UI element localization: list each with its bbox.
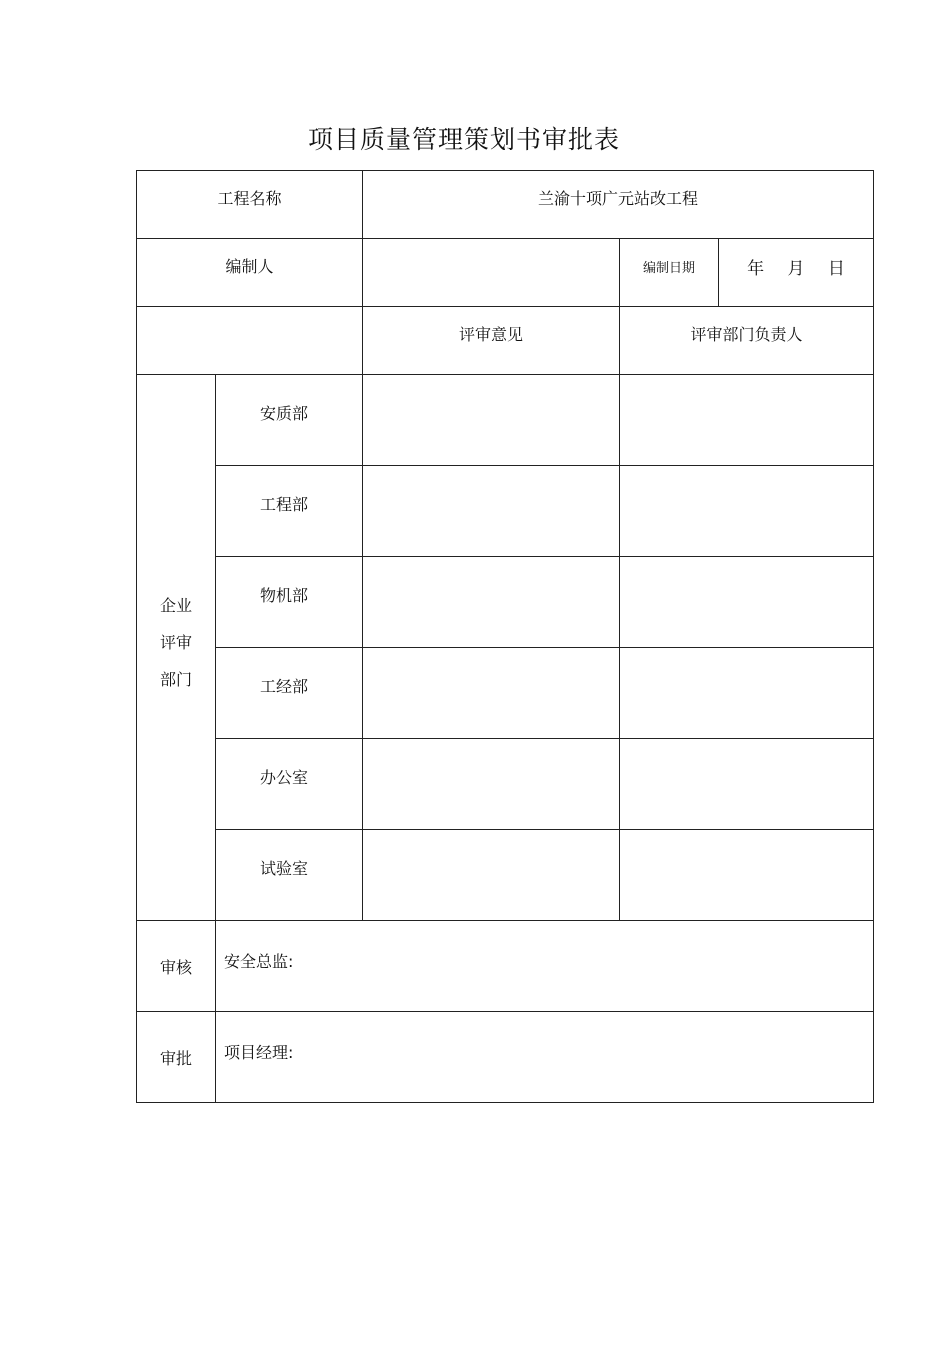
review-header-blank xyxy=(137,307,363,375)
department-row xyxy=(137,375,874,466)
author-label: 编制人 xyxy=(137,239,363,307)
department-responsible-cell[interactable] xyxy=(620,648,874,739)
review-opinion-header: 评审意见 xyxy=(363,307,620,375)
department-responsible-cell[interactable] xyxy=(620,466,874,557)
date-label: 编制日期 xyxy=(620,239,719,307)
department-name: 安质部 xyxy=(216,375,363,466)
approval-row xyxy=(137,1012,874,1103)
project-name-value[interactable]: 兰渝十项广元站改工程 xyxy=(363,171,874,239)
date-value[interactable]: 年 月 日 xyxy=(719,239,874,307)
project-name-row xyxy=(137,171,874,239)
department-row xyxy=(137,739,874,830)
department-name: 办公室 xyxy=(216,739,363,830)
department-opinion-cell[interactable] xyxy=(363,648,620,739)
department-opinion-cell[interactable] xyxy=(363,375,620,466)
project-name-label: 工程名称 xyxy=(137,171,363,239)
approval-signer-field[interactable]: 项目经理: xyxy=(216,1012,874,1103)
review-header-row xyxy=(137,307,874,375)
department-responsible-cell[interactable] xyxy=(620,739,874,830)
department-opinion-cell[interactable] xyxy=(363,466,620,557)
enterprise-review-label xyxy=(137,375,216,921)
department-opinion-cell[interactable] xyxy=(363,830,620,921)
enterprise-label-line: 评审 xyxy=(159,633,192,652)
author-value[interactable] xyxy=(363,239,620,307)
department-row xyxy=(137,466,874,557)
approval-label: 审批 xyxy=(137,1012,216,1103)
department-opinion-cell[interactable] xyxy=(363,739,620,830)
department-responsible-cell[interactable] xyxy=(620,557,874,648)
department-responsible-cell[interactable] xyxy=(620,375,874,466)
department-row xyxy=(137,830,874,921)
audit-signer-field[interactable]: 安全总监: xyxy=(216,921,874,1012)
department-name: 物机部 xyxy=(216,557,363,648)
author-row xyxy=(137,239,874,307)
approval-form-table xyxy=(136,170,874,1103)
audit-row xyxy=(137,921,874,1012)
page-title: 项目质量管理策划书审批表 xyxy=(307,125,620,154)
enterprise-label-line: 部门 xyxy=(159,670,192,689)
department-row xyxy=(137,648,874,739)
department-name: 试验室 xyxy=(216,830,363,921)
audit-label: 审核 xyxy=(137,921,216,1012)
enterprise-label-line: 企业 xyxy=(159,596,192,615)
review-responsible-header: 评审部门负责人 xyxy=(620,307,874,375)
department-name: 工经部 xyxy=(216,648,363,739)
department-responsible-cell[interactable] xyxy=(620,830,874,921)
department-name: 工程部 xyxy=(216,466,363,557)
department-row xyxy=(137,557,874,648)
department-opinion-cell[interactable] xyxy=(363,557,620,648)
